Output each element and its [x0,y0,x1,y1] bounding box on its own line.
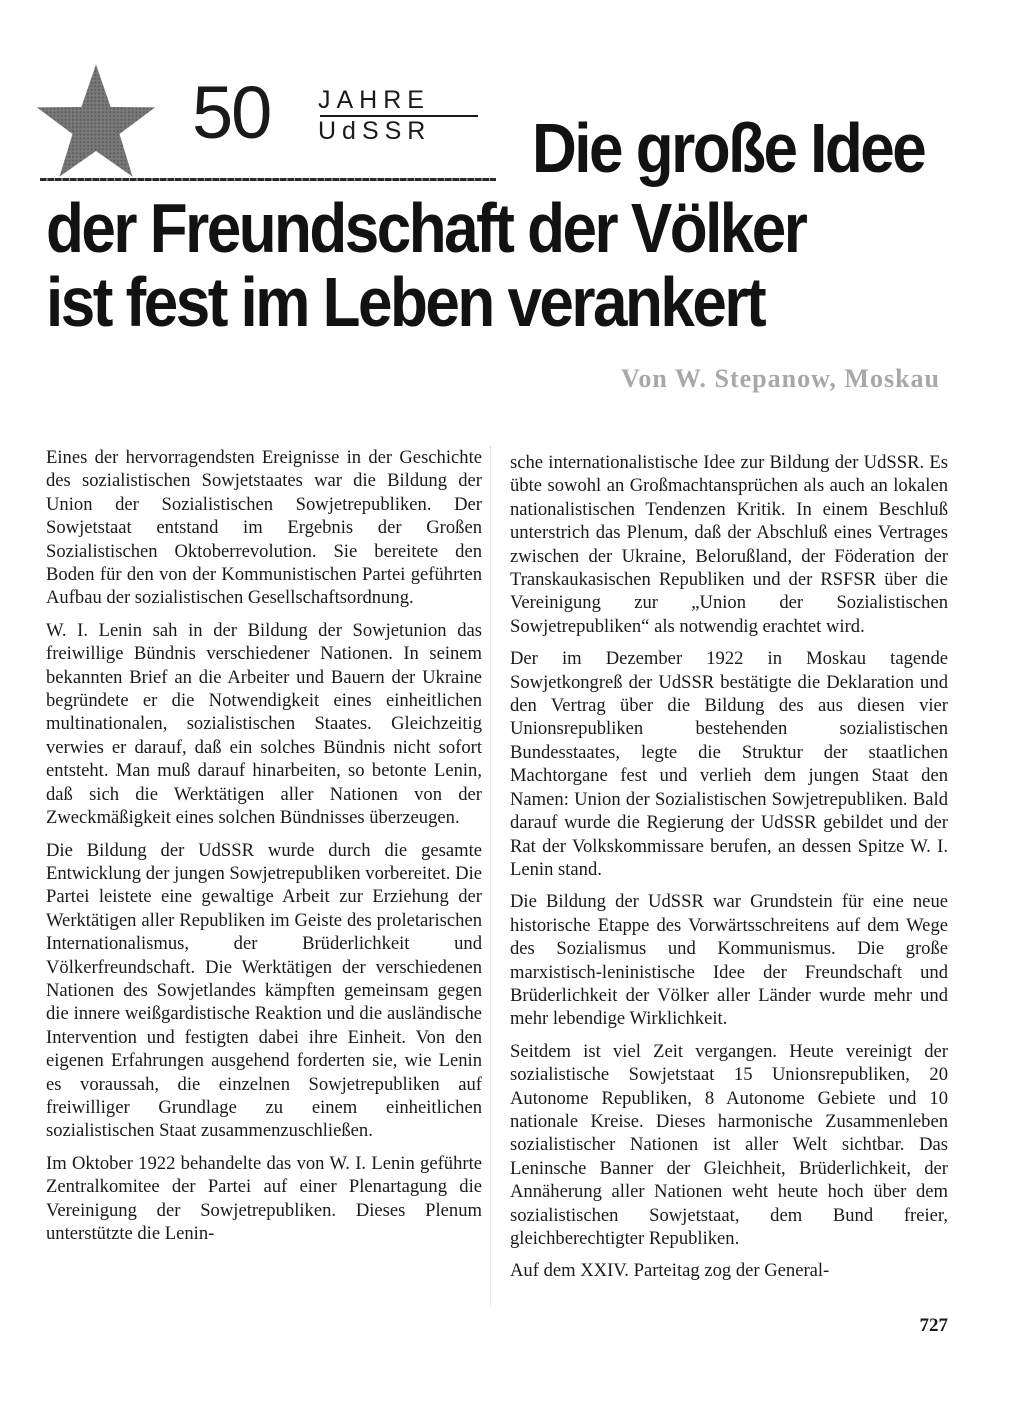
paragraph: Die Bildung der UdSSR war Grundstein für eine neue historische Etappe des Vorwärtsschreitens auf dem Wege des Sozialismus und Kommunismus. Die große marxistisch-leninistische Idee der Freundschaft und Brüderlichkeit der Völker aller Länder wurde mehr und mehr lebendige Wirklichkeit. [510,891,948,1030]
paragraph: Eines der hervorragendsten Ereignisse in der Geschichte des sozialistischen Sowjetstaates war die Bildung der Union der Sozialistischen Sowjetrepubliken. Der Sowjetstaat entstand im Ergebnis der Großen Sozialistischen Oktoberrevolution. Sie bereitete den Boden für den von der Kommunistischen Partei geführten Aufbau der sozialistischen Gesellschaftsordnung. [46,447,482,609]
article-column-right [510,451,948,1292]
paragraph: Der im Dezember 1922 in Moskau tagende Sowjetkongreß der UdSSR bestätigte die Deklaration und den Vertrag über die Bildung des aus diesen vier Unionsrepubliken bestehenden sozialistischen Bundesstaates, legte die Struktur der staatlichen Machtorgane fest und verlieh dem jungen Staat den Namen: Union der Sozialistischen Sowjetrepubliken. Bald darauf wurde die Regierung der UdSSR gebildet und der Rat der Volkskommissare berufen, an dessen Spitze W. I. Lenin stand. [510,648,948,880]
paragraph: Im Oktober 1922 behandelte das von W. I. Lenin geführte Zentralkomitee der Partei auf einer Plenartagung die Vereinigung der Sowjetrepubliken. Dieses Plenum unterstützte die Lenin- [46,1152,482,1244]
anniversary-number: 50 [192,71,271,154]
star-icon [30,62,162,180]
anniversary-country: UdSSR [318,117,432,145]
anniversary-word: JAHRE [318,86,430,114]
column-divider [490,446,491,1306]
paragraph: Die Bildung der UdSSR wurde durch die gesamte Entwicklung der jungen Sowjetrepubliken vorbereitet. Die Partei leistete eine gewaltige Arbeit zur Erziehung der Werktätigen aller Republiken im Geiste des proletarischen Internationalismus, der Brüderlichkeit und Völkerfreundschaft. Die Werktätigen der verschiedenen Nationen des Sowjetlandes kämpften gemeinsam gegen die innere weißgardistische Reaktion und die ausländische Intervention und festigten dabei ihre Einheit. Von den eigenen Erfahrungen ausgehend forderten sie, wie Lenin es voraussah, die einzelnen Sowjetrepubliken auf freiwilliger Grundlage zu einem einheitlichen sozialistischen Staat zusammenzuschließen. [46,839,482,1142]
paragraph: Seitdem ist viel Zeit vergangen. Heute vereinigt der sozialistische Sowjetstaat 15 Unionsrepubliken, 20 Autonome Republiken, 8 Autonome Gebiete und 10 nationale Kreise. Dieses harmonische Zusammenleben sozialistischer Nationen ist aller Welt sichtbar. Das Leninsche Banner der Gleichheit, Brüderlichkeit, der Annäherung aller Nationen weht heute hoch über dem sozialistischen Sowjetstaat, dem Bund freier, gleichberechtigter Republiken. [510,1040,948,1249]
paragraph: W. I. Lenin sah in der Bildung der Sowjetunion das freiwillige Bündnis verschiedener Nationen. In seinem bekannten Brief an die Arbeiter und Bauern der Ukraine begründete er die Notwendigkeit eines einheitlichen multinationalen, sozialistischen Staates. Gleichzeitig verwies er darauf, daß ein solches Bündnis nicht sofort entsteht. Man muß darauf hinarbeiten, so betonte Lenin, daß sich die Werktätigen aller Nationen von der Zweckmäßigkeit eines solchen Bündnisses überzeugen. [46,619,482,829]
byline: Von W. Stepanow, Moskau [621,364,940,393]
paragraph: Auf dem XXIV. Parteitag zog der General- [510,1260,830,1282]
header-divider [40,178,496,181]
headline-line-3: ist fest im Leben verankert [46,264,765,342]
paragraph: sche internationalistische Idee zur Bildung der UdSSR. Es übte sowohl an Großmachtansprüchen als auch an lokalen nationalistischen Tendenzen Kritik. In einem Beschluß unterstrich das Plenum, daß der Abschluß eines Vertrages zwischen der Ukraine, Belorußland, der Föderation der Transkaukasischen Republiken und der RSFSR über die Vereinigung zur „Union der Sozialistischen Sowjetrepubliken“ als notwendig erachtet wird. [510,452,948,637]
article-column-left [46,446,482,1254]
page-number: 727 [919,1315,948,1336]
headline-line-1: Die große Idee [532,110,925,188]
headline-line-2: der Freundschaft der Völker [46,190,806,268]
